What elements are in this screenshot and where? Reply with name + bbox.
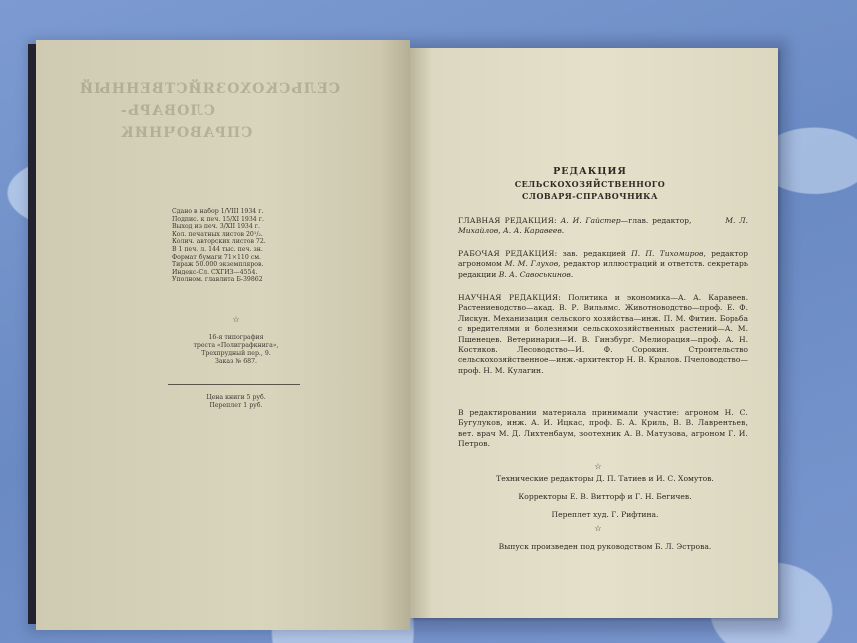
title-line-2: СЕЛЬСКОХОЗЯЙСТВЕННОГО — [514, 179, 666, 189]
title-line-3: СЛОВАРЯ-СПРАВОЧНИКА — [522, 191, 658, 201]
release-credit: Выпуск произведен под руководством Б. Л. Эстрова. — [498, 542, 712, 551]
tech-editors: Технические редакторы Д. П. Татиев и И. С. Хомутов. — [496, 474, 714, 483]
price-line: Цена книги 5 руб. — [206, 394, 266, 401]
printer-line: Трехпрудный пер., 9. — [201, 350, 271, 357]
printer-line: 16-я типография — [208, 334, 264, 341]
right-star-1: ☆ — [594, 462, 602, 471]
imprint-line: Индекс-Сл. СХГИЗ—4554. — [172, 268, 258, 276]
working-editorial-text: , редактор агрономом — [458, 249, 749, 269]
main-editorial-section: ГЛАВНАЯ РЕДАКЦИЯ: А. И. Гайстер—глав. редактор, М. Л. Михайлов, А. А. Каравеев. — [458, 216, 748, 236]
imprint-line: Кол. печатных листов 20¹/₂. — [172, 230, 263, 238]
bleed-line-2: СЛОВАРЬ-СПРАВОЧНИК — [120, 103, 253, 141]
scientific-head: НАУЧНАЯ РЕДАКЦИЯ: — [458, 293, 562, 302]
printer-block — [172, 334, 300, 366]
price-line: Переплет 1 руб. — [209, 402, 263, 409]
participation-text: В редактировании материала принимали участие: агроном Н. С. Бугулуков, инж. А. И. Ицкас, проф. Б. А. Криль, В. В. Лаврентьев, вет. врач М. Д. Лихтенбаум, зоотехник А. В. Матузова, агроном Г. И. Петров. — [458, 408, 748, 449]
participation-section — [458, 408, 748, 450]
working-editorial-text: зав. редакцией — [562, 249, 626, 258]
imprint-block — [172, 208, 302, 284]
imprint-line: Уполном. главлита Б-39862 — [172, 276, 263, 284]
bleed-through-text — [78, 78, 340, 144]
imprint-line: Формат бумаги 71×110 см. — [172, 253, 261, 261]
imprint-line: Сдано в набор 1/VIII 1934 г. — [172, 208, 264, 215]
printer-line: треста «Полиграфкнига», — [193, 342, 279, 349]
working-editorial-text: , редактор иллюстраций и ответств. секретарь редакции — [458, 259, 748, 279]
price-block — [172, 394, 300, 410]
binding-artist: Переплет худ. Г. Рифтина. — [551, 510, 659, 519]
scientific-editorial-section — [458, 293, 748, 376]
working-editorial-section — [458, 249, 748, 280]
working-editorial-name: П. П. Тихомиров — [631, 249, 704, 258]
working-editorial-head: РАБОЧАЯ РЕДАКЦИЯ: — [458, 249, 558, 258]
left-star — [172, 316, 300, 325]
imprint-line: Колич. авторских листов 72. — [172, 238, 266, 246]
main-editorial-head: ГЛАВНАЯ РЕДАКЦИЯ: — [458, 216, 557, 225]
chief-editor-role: —глав. редактор — [620, 216, 690, 225]
star-ornament: ☆ — [232, 315, 240, 324]
scientific-text: Политика и экономика—А. А. Каравеев. Растениеводство—акад. В. Р. Вильямс. Животноводство—проф. Е. Ф. Лискун. Механизация сельского хозяйства—инж. П. М. Фитин. Борьба с вредителями и болезнями сельскохозяйственных растений—А. М. Пшенецев. Ветеринария—И. В. Гинзбург. Мелиорация—проф. А. Н. Костяков. Лесоводство—И. Ф. Сорокин. Строительство сельскохозяйственное—инж.-архитектор Н. В. Крылов. Пчеловодство—проф. Н. М. Кулагин. — [458, 293, 748, 375]
working-editorial-name: М. М. Глухов — [504, 259, 559, 269]
imprint-line: В 1 печ. л. 144 тыс. печ. зн. — [172, 245, 263, 253]
divider-rule — [168, 384, 300, 385]
working-editorial-name: В. А. Савоськинов. — [498, 269, 574, 279]
bleed-line-1: СЕЛЬСКОХОЗЯЙСТВЕННЫЙ — [78, 81, 340, 97]
right-star-2: ☆ — [594, 524, 602, 533]
imprint-line: Тираж 50.000 экземпляров. — [172, 261, 264, 269]
printer-line: Заказ № 687. — [214, 358, 258, 365]
imprint-line: Подпис. к печ. 15/XI 1934 г. — [172, 215, 264, 223]
editors-names: М. Л. Михайлов, А. А. Каравеев. — [458, 216, 748, 236]
chief-editor-name: А. И. Гайстер — [560, 216, 621, 225]
proofreaders: Корректоры Е. В. Витторф и Г. Н. Бегичев. — [518, 492, 692, 501]
imprint-line: Выход из печ. 3/XII 1934 г. — [172, 223, 260, 231]
page-title — [462, 166, 718, 202]
title-line-1: РЕДАКЦИЯ — [553, 166, 627, 177]
